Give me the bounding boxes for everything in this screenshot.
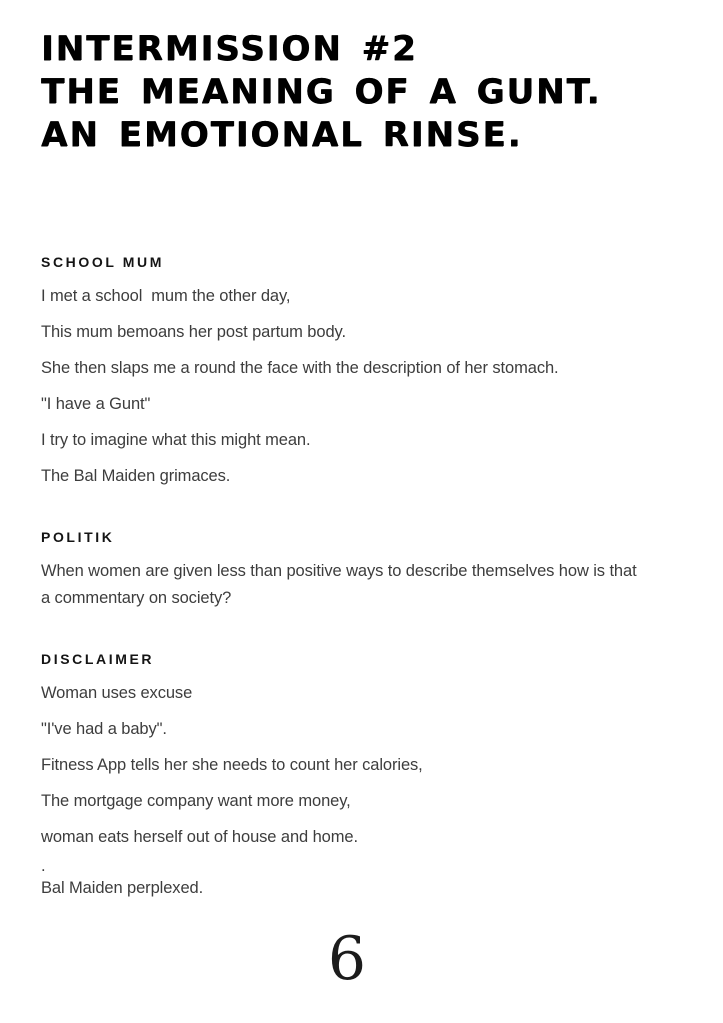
section-heading: SCHOOL MUM	[41, 254, 164, 270]
text-line: This mum bemoans her post partum body.	[41, 323, 346, 341]
section-disclaimer	[41, 652, 653, 902]
page-title-line-2: THE MEANING OF A GUNT.	[41, 72, 602, 112]
text-line: The Bal Maiden grimaces.	[41, 467, 231, 485]
text-line: Bal Maiden perplexed.	[41, 879, 204, 897]
page-title	[41, 28, 653, 157]
text-line: woman eats herself out of house and home.	[41, 828, 358, 846]
section-heading: POLITIK	[41, 529, 115, 545]
page-number: 6	[327, 924, 367, 994]
page-title-line-1: INTERMISSION #2	[41, 29, 418, 69]
text-line: Fitness App tells her she needs to count her calories,	[41, 756, 423, 774]
text-line: "I have a Gunt"	[41, 395, 151, 413]
text-line: "I've had a baby".	[41, 720, 167, 738]
text-line: She then slaps me a round the face with the description of her stomach.	[41, 359, 559, 377]
page-title-line-3: AN EMOTIONAL RINSE.	[41, 115, 523, 155]
text-line: The mortgage company want more money,	[41, 792, 351, 810]
text-line: I try to imagine what this might mean.	[41, 431, 311, 449]
section-school-mum	[41, 255, 653, 490]
text-line: When women are given less than positive ways to describe themselves how is that a commentary on society?	[41, 562, 642, 607]
text-line: I met a school mum the other day,	[41, 287, 291, 305]
section-politik	[41, 530, 653, 612]
sections	[41, 255, 653, 902]
section-heading: DISCLAIMER	[41, 651, 155, 667]
text-line: .	[41, 857, 46, 875]
text-line: Woman uses excuse	[41, 684, 193, 702]
